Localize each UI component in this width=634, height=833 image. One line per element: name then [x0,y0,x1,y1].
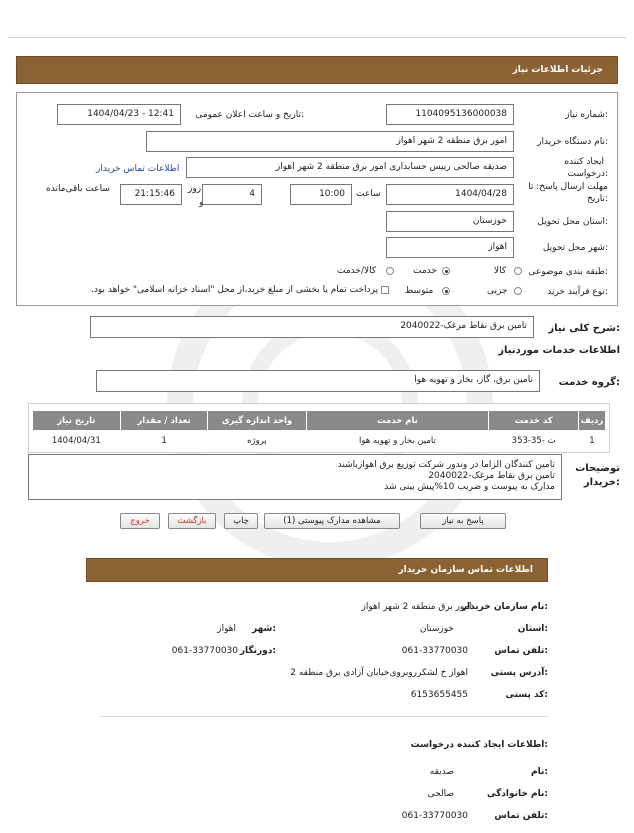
exit-button[interactable]: خروج [120,513,160,529]
province-field: خوزستان [386,211,514,232]
contact-city-label: شهر: [252,624,276,634]
deadline-label-line1: مهلت ارسال پاسخ: تا [528,182,608,192]
cell-quantity: 1 [161,436,167,446]
process-option-minor: جزیی [487,286,508,296]
reply-button[interactable]: پاسخ به نیاز [420,513,506,529]
back-button[interactable]: بازگشت [168,513,216,529]
col-header-row-number: ردیف [579,411,606,431]
contact-phone-label: تلفن تماس: [494,646,548,656]
contact-address-label: آدرس پستی: [490,668,548,678]
remaining-days-field: 4 [202,184,262,205]
creator-family-value: صالحی [427,789,454,799]
creator-phone-label: تلفن تماس: [494,811,548,821]
contact-section-header [86,558,548,582]
contact-fax-label: دورنگار: [239,646,276,656]
buyer-org-label: نام دستگاه خریدار: [537,137,608,147]
cell-service-name: تامین بخار و تهویه هوا [358,436,436,446]
services-table [32,410,606,451]
days-label: روز [188,184,202,194]
category-option-goods-service: کالا/خدمت [337,266,377,276]
contact-postal-label: کد پستی: [505,690,548,700]
contact-province-label: استان: [517,624,548,634]
contact-phone-value: 061-33770030 [401,646,468,656]
contact-province-value: خوزستان [419,624,454,634]
announce-date-label: تاریخ و ساعت اعلان عمومی: [195,110,304,120]
city-label: شهر محل تحویل: [542,243,608,253]
buyer-notes-line-2: تامین برق نقاط مرغک-2040022 [428,471,555,481]
announce-date-field: 1404/04/23 - 12:41 [57,104,181,125]
creator-info-heading: اطلاعات ایجاد کننده درخواست: [410,740,548,750]
creator-field: صدیقه صالحی رییس حسابداری امور برق منطقه 2 شهر اهواز [186,157,514,178]
summary-field: تامین برق نقاط مرغک-2040022 [90,316,534,338]
buyer-org-field: امور برق منطقه 2 شهر اهواز [146,131,514,152]
category-radio-goods-service[interactable] [386,267,394,275]
cell-need-date: 1404/04/31 [51,436,101,446]
category-radio-goods[interactable] [514,267,522,275]
print-button[interactable]: چاپ [224,513,258,529]
cell-row-number: 1 [589,436,595,446]
cell-service-code: ت -35-353 [511,436,556,446]
table-row [33,431,606,452]
contact-fax-value: 061-33770030 [171,646,238,656]
contact-city-value: اهواز [217,624,236,634]
deadline-label-line2: تاریخ: [587,194,608,204]
creator-family-label: نام خانوادگی: [486,789,548,799]
table-header-row [33,411,606,431]
contact-section-title: اطلاعات تماس سازمان خریدار [398,565,533,575]
city-field: اهواز [386,237,514,258]
and-label: و [199,198,204,208]
creator-label-line1: ایجاد کننده [564,157,604,167]
services-heading: اطلاعات خدمات موردنیاز [498,345,620,356]
deadline-time-label: ساعت [356,189,381,199]
view-attachments-button[interactable]: مشاهده مدارک پیوستی (1) [264,513,400,529]
process-option-medium: متوسط [405,286,434,296]
page-title: جزئیات اطلاعات نیاز [512,65,603,75]
deadline-time-field: 10:00 [290,184,352,205]
contact-org-value: امور برق منطقه 2 شهر اهواز [361,602,472,612]
creator-name-label: نام: [531,767,548,777]
creator-label-line2: درخواست: [567,169,608,179]
buyer-notes-line-1: تامین کنندگان الزاما در وندور شرکت توزیع برق اهوازباشند [337,460,555,470]
col-header-unit: واحد اندازه گیری [208,411,306,431]
treasury-checkbox[interactable] [381,286,389,294]
deadline-date-field: 1404/04/28 [386,184,514,205]
services-table-wrapper [28,403,610,453]
col-header-need-date: تاریخ نیاز [33,411,121,431]
buyer-notes-label-line2: خریدار: [583,477,620,488]
creator-name-value: صدیقه [429,767,454,777]
buyer-contact-link[interactable]: اطلاعات تماس خریدار [96,164,180,174]
buyer-notes-line-3: مدارک به پیوست و ضریب 10%پیش بینی شد [384,482,555,492]
category-radio-service[interactable] [442,267,450,275]
remaining-time-label: ساعت باقی‌مانده [46,184,110,194]
buyer-notes-label-line1: توضیحات [575,463,620,474]
need-number-label: شماره نیاز: [565,110,608,120]
cell-unit: پروژه [247,436,267,446]
treasury-payment-note: پرداخت تمام یا بخشی از مبلغ خرید،از محل "اسناد خزانه اسلامی" خواهد بود. [90,285,378,295]
process-radio-minor[interactable] [514,287,522,295]
col-header-quantity: تعداد / مقدار [120,411,208,431]
province-label: استان محل تحویل: [537,217,608,227]
service-group-field: تامین برق، گاز، بخار و تهویه هوا [96,370,540,392]
col-header-service-code: کد خدمت [489,411,579,431]
contact-org-label: نام سازمان خریدار: [461,602,548,612]
contact-divider [100,716,548,717]
creator-phone-value: 061-33770030 [401,811,468,821]
col-header-service-name: نام خدمت [306,411,489,431]
process-label: نوع فرآیند خرید: [547,287,608,297]
need-number-field: 1104095136000038 [386,104,514,125]
contact-postal-value: 6153655455 [410,690,468,700]
buyer-notes-box [28,454,562,500]
process-radio-medium[interactable] [442,287,450,295]
category-label: طبقه بندی موضوعی: [528,267,608,277]
page-header [16,56,618,84]
category-option-goods: کالا [494,266,507,276]
top-divider [8,37,626,38]
category-option-service: خدمت [413,266,437,276]
contact-address-value: اهواز خ لشکرروبروی‌خیابان آزادی برق منطقه 2 [290,668,468,678]
remaining-time-field: 21:15:46 [120,184,182,205]
summary-label: شرح کلی نیاز: [548,323,620,334]
service-group-label: گروه خدمت: [558,377,620,388]
